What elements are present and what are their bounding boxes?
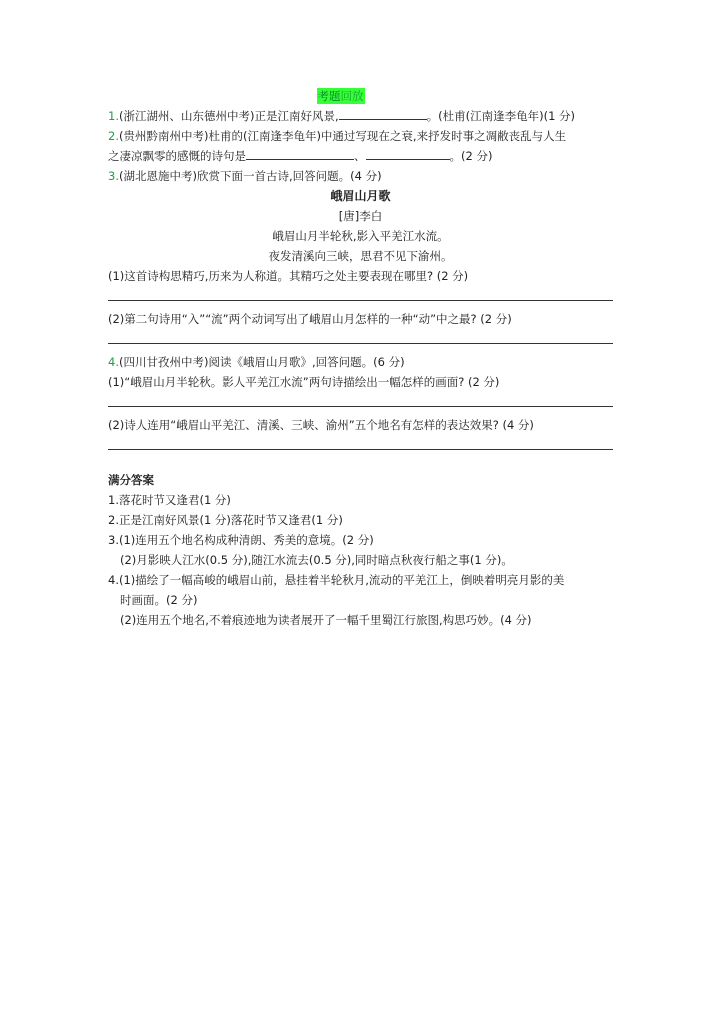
answer-blank[interactable] bbox=[339, 106, 427, 120]
sub-question: (2)第二句诗用“入”“流”两个动词写出了峨眉山月怎样的一种“动”中之最? (2 分) bbox=[108, 312, 512, 326]
section-heading bbox=[317, 88, 365, 104]
answer-line[interactable] bbox=[108, 329, 613, 344]
sub-question: (1)“峨眉山月半轮秋。影人平羌江水流”两句诗描绘出一幅怎样的画面? (2 分) bbox=[108, 375, 500, 389]
question-text: 、 bbox=[354, 149, 366, 163]
question-number: 4. bbox=[108, 355, 119, 369]
sub-question: (2)诗人连用“峨眉山平羌江、清溪、三峡、渝州”五个地名有怎样的表达效果? (4 分) bbox=[108, 418, 534, 432]
answer-line[interactable] bbox=[108, 286, 613, 301]
answer-item: (2)连用五个地名,不着痕迹地为读者展开了一幅千里蜀江行旅图,构思巧妙。(4 分) bbox=[120, 613, 532, 627]
question-number: 1. bbox=[108, 109, 119, 123]
answer-item: 时画面。(2 分) bbox=[120, 593, 198, 607]
question-text: (浙江湖州、山东德州中考)正是江南好风景, bbox=[118, 109, 339, 123]
answer-line[interactable] bbox=[108, 392, 613, 407]
question-3 bbox=[108, 166, 613, 186]
question-number: 2. bbox=[108, 129, 119, 143]
question-4 bbox=[108, 352, 613, 372]
poem-line: 夜发清溪向三峡，思君不见下渝州。 bbox=[268, 249, 453, 263]
section-heading-row bbox=[108, 86, 613, 106]
heading-part1: 考题 bbox=[317, 89, 341, 103]
answer-line[interactable] bbox=[108, 435, 613, 450]
answer-item: 2.正是江南好风景(1 分)落花时节又逢君(1 分) bbox=[108, 513, 343, 527]
answers-title: 满分答案 bbox=[108, 473, 154, 487]
question-2 bbox=[108, 126, 613, 166]
answer-item: 4.(1)描绘了一幅高峻的峨眉山前，悬挂着半轮秋月,流动的平羌江上，倒映着明亮月影的美 bbox=[108, 573, 565, 587]
question-1 bbox=[108, 106, 613, 126]
question-text: (湖北恩施中考)欣赏下面一首古诗,回答问题。(4 分) bbox=[118, 169, 382, 183]
heading-part2: 回放 bbox=[340, 89, 364, 103]
question-number: 3. bbox=[108, 169, 119, 183]
question-text: (贵州黔南州中考)杜甫的(江南逢李龟年)中通过写现在之衰,来抒发时事之凋敝丧乱与人生 bbox=[118, 129, 567, 143]
poem-line: 峨眉山月半轮秋,影入平羌江水流。 bbox=[272, 229, 449, 243]
question-text: 之凄凉飘零的感慨的诗句是 bbox=[108, 149, 246, 163]
answer-item: 3.(1)连用五个地名构成种清朗、秀美的意境。(2 分) bbox=[108, 533, 374, 547]
document-page bbox=[108, 86, 613, 630]
answer-blank[interactable] bbox=[246, 146, 354, 160]
poem-author: [唐]李白 bbox=[338, 209, 383, 223]
answer-blank[interactable] bbox=[366, 146, 450, 160]
answer-item: (2)月影映人江水(0.5 分),随江水流去(0.5 分),同时暗点秋夜行船之事(1 分)。 bbox=[120, 553, 513, 567]
question-text: 。(杜甫(江南逢李龟年)(1 分) bbox=[426, 109, 576, 123]
answer-item: 1.落花时节又逢君(1 分) bbox=[108, 493, 231, 507]
sub-question: (1)这首诗构思精巧,历来为人称道。其精巧之处主要表现在哪里? (2 分) bbox=[108, 269, 469, 283]
question-text: 。(2 分) bbox=[449, 149, 493, 163]
poem-title: 峨眉山月歌 bbox=[330, 189, 391, 203]
question-text: (四川甘孜州中考)阅读《峨眉山月歌》,回答问题。(6 分) bbox=[118, 355, 405, 369]
